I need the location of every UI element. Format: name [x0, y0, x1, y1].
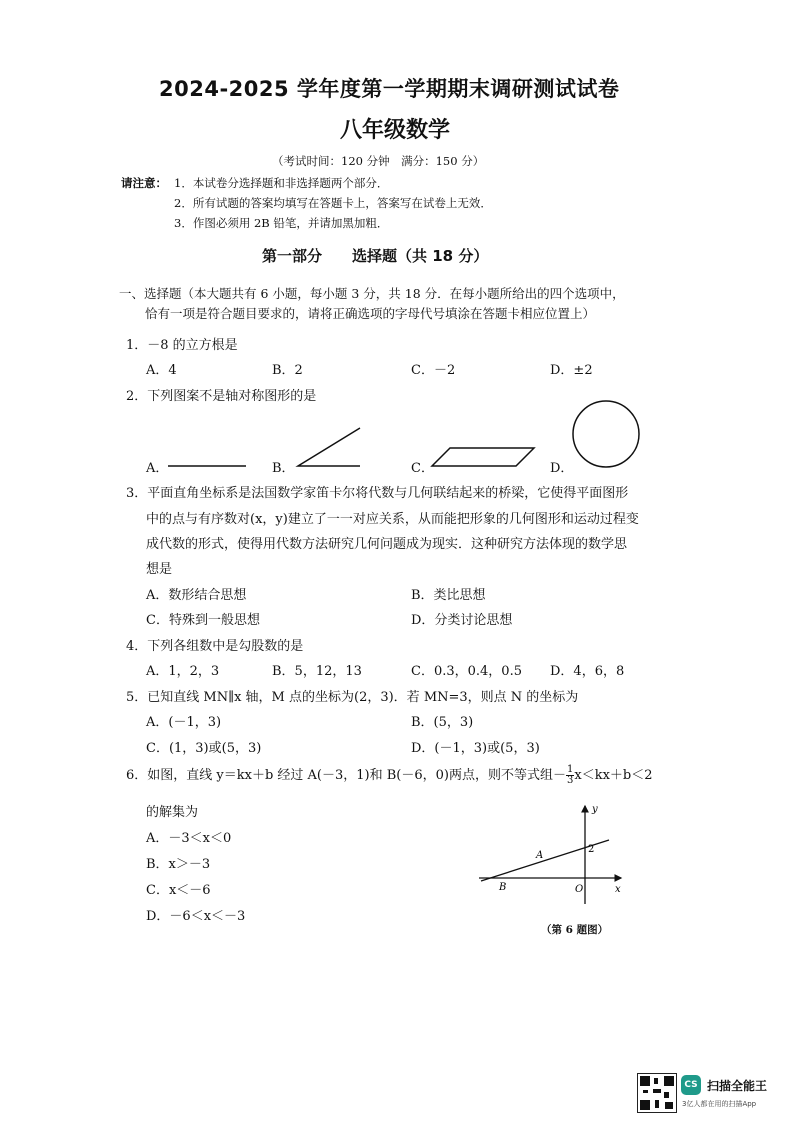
notice-item-1: 1．本试卷分选择题和非选择题两个部分．: [174, 176, 389, 190]
q6-figure-caption: （第 6 题图）: [541, 924, 609, 936]
q4-option-b: B．5，12，13: [272, 664, 362, 679]
q6-stem2: 的解集为: [146, 805, 199, 820]
q1-stem: 1．－8 的立方根是: [126, 338, 238, 353]
q3-option-a: A．数形结合思想: [146, 588, 247, 603]
part1-intro-line1: 一、选择题（本大题共有 6 小题，每小题 3 分，共 18 分．在每小题所给出的四个选项中，: [119, 286, 625, 301]
q1-option-b: B．2: [272, 363, 303, 378]
part1-intro-line2: 恰有一项是符合题目要求的，请将正确选项的字母代号填涂在答题卡相应位置上）: [145, 306, 596, 321]
q4-option-a: A．1，2，3: [146, 664, 220, 679]
q4-option-c: C．0.3，0.4，0.5: [411, 664, 522, 679]
q5-option-c: C．(1，3)或(5，3): [146, 741, 262, 756]
exam-info: （考试时间：120 分钟 满分：150 分）: [272, 154, 485, 168]
exam-subtitle: 八年级数学: [340, 118, 451, 143]
q6-option-c: C．x＜－6: [146, 883, 211, 898]
q1-option-a: A．4: [146, 363, 177, 378]
exam-title: 2024-2025 学年度第一学期期末调研测试试卷: [159, 77, 620, 101]
q2-option-b: B．: [272, 461, 295, 476]
q2-figures: [160, 400, 650, 472]
q3-line4: 想是: [146, 562, 173, 577]
q1-option-d: D．±2: [550, 363, 593, 378]
q5-option-a: A．(－1，3): [146, 715, 222, 730]
q6-fraction-numerator: 1: [567, 764, 574, 775]
q6-option-a: A．－3＜x＜0: [146, 831, 232, 846]
watermark-brand: 扫描全能王: [707, 1079, 768, 1093]
q1-option-c: C．－2: [411, 363, 456, 378]
q3-option-b: B．类比思想: [411, 588, 486, 603]
q3-line2: 中的点与有序数对(x，y)建立了一一对应关系，从而能把形象的几何图形和运动过程变: [146, 512, 639, 527]
q2-option-c: C．: [411, 461, 434, 476]
q6-label-b: B: [499, 882, 507, 893]
q4-stem: 4．下列各组数中是勾股数的是: [126, 639, 304, 654]
q3-line3: 成代数的形式，使得用代数方法研究几何问题成为现实．这种研究方法体现的数学思: [146, 537, 628, 552]
q5-option-b: B．(5，3): [411, 715, 474, 730]
watermark-sub: 3亿人都在用的扫描App: [682, 1100, 757, 1108]
q2-stem: 2．下列图案不是轴对称图形的是: [126, 389, 317, 404]
q6-stem-post: x＜kx＋b＜2: [574, 768, 653, 783]
q6-stem: [126, 764, 653, 786]
q6-label-origin: O: [575, 884, 584, 895]
q3-option-c: C．特殊到一般思想: [146, 613, 260, 628]
q6-stem-pre: 6．如图，直线 y＝kx＋b 经过 A(－3，1)和 B(－6，0)两点，则不等式组－: [126, 768, 566, 783]
q2-circle-figure: [573, 401, 639, 467]
q6-option-d: D．－6＜x＜－3: [146, 909, 246, 924]
q3-line1: 3．平面直角坐标系是法国数学家笛卡尔将代数与几何联结起来的桥梁，它使得平面图形: [126, 486, 629, 501]
q5-stem: 5．已知直线 MN∥x 轴，M 点的坐标为(2，3)．若 MN=3，则点 N 的坐标为: [126, 690, 579, 705]
q6-option-b: B．x＞－3: [146, 857, 211, 872]
q2-angle-figure: [298, 428, 360, 466]
notice-item-2: 2．所有试题的答案均填写在答题卡上，答案写在试卷上无效．: [174, 196, 492, 210]
q6-label-x: x: [615, 884, 621, 895]
q6-fraction-denominator: 3: [567, 775, 574, 786]
q2-parallelogram-figure: [432, 448, 534, 466]
q4-option-d: D．4，6，8: [550, 664, 625, 679]
camscanner-logo-icon: CS: [681, 1075, 701, 1095]
q6-label-y: y: [592, 804, 598, 815]
q6-label-two: 2: [588, 844, 595, 855]
q6-label-a: A: [536, 850, 544, 861]
notice-item-3: 3．作图必须用 2B 铅笔，并请加黑加粗．: [174, 216, 389, 230]
q6-figure: [475, 800, 635, 910]
part1-heading: 第一部分 选择题（共 18 分）: [262, 247, 489, 265]
q2-option-d: D．: [550, 461, 574, 476]
q3-option-d: D．分类讨论思想: [411, 613, 513, 628]
q2-option-a: A．: [146, 461, 169, 476]
q5-option-d: D．(－1，3)或(5，3): [411, 741, 540, 756]
notice-label: 请注意：: [121, 176, 167, 190]
qr-code-icon: [637, 1073, 677, 1113]
